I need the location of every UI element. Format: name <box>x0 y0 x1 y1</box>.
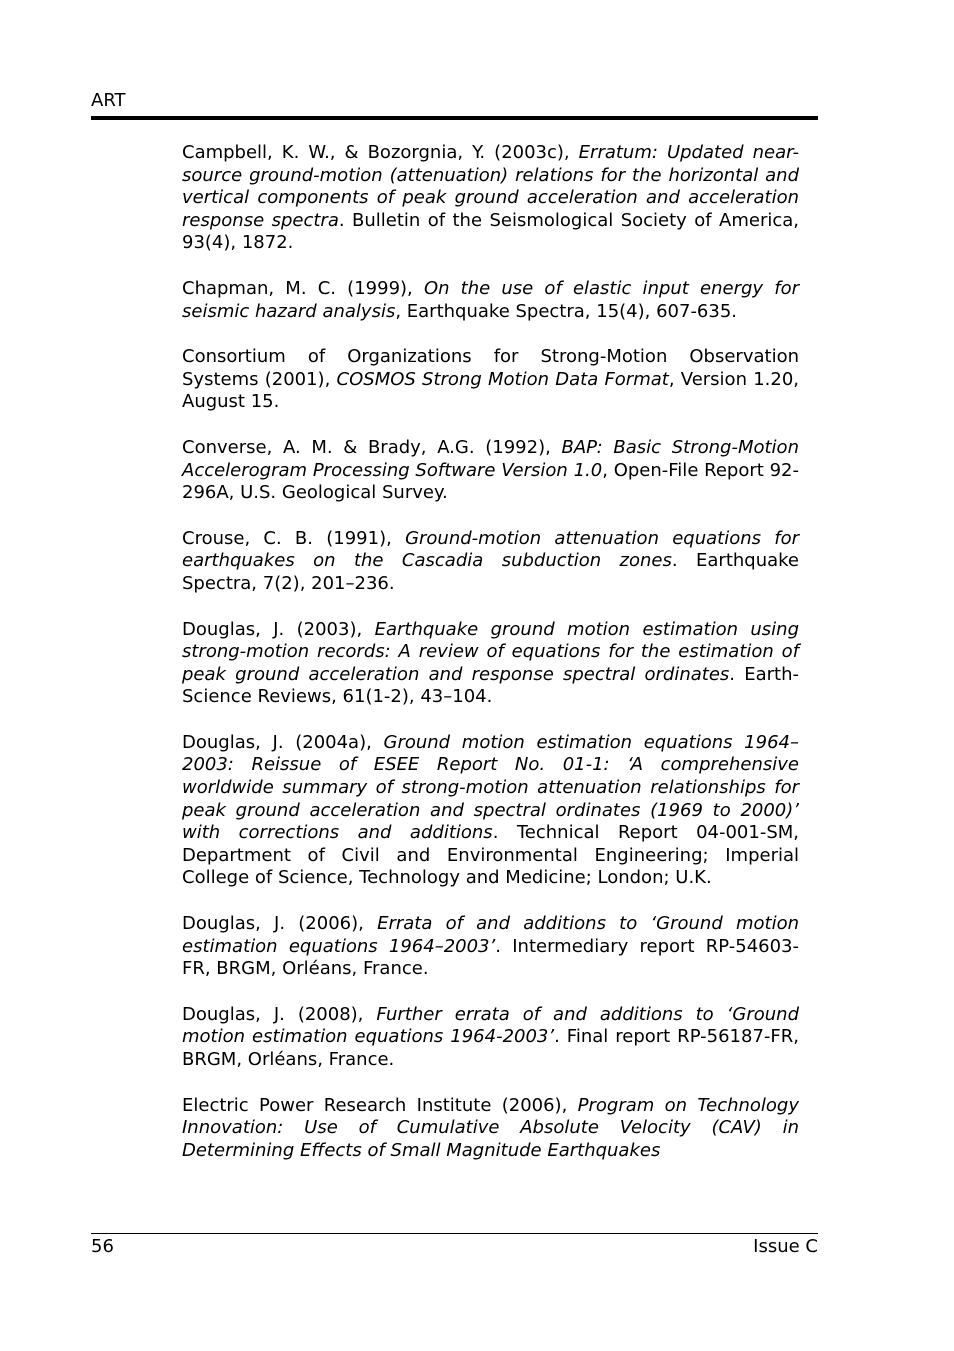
reference-list <box>182 142 799 1185</box>
reference-authors: Campbell, K. W., & Bozorgnia, Y. (2003c), <box>182 142 579 163</box>
reference-entry <box>182 1095 799 1163</box>
reference-entry <box>182 732 799 890</box>
reference-title: On the use of elastic input energy for seismic hazard analysis <box>182 277 799 322</box>
reference-source: , Open-File Report 92-296A, U.S. Geological Survey. <box>182 459 799 504</box>
reference-source: . Final report RP-56187-FR, BRGM, Orléans, France. <box>182 1026 799 1070</box>
reference-authors: Douglas, J. (2003), <box>182 618 375 640</box>
reference-authors: Consortium of Organizations for Strong-Motion Observation Systems (2001), <box>182 346 799 390</box>
reference-title: Ground motion estimation equations 1964–2003: Reissue of ESEE Report No. 01-1: ‘A comprehensive worldwide summary of strong-motion attenuation relationships for peak ground acceleration and spectral ordinates (1969 to 2000)’ with corrections and additions <box>182 731 799 844</box>
reference-title: Errata of and additions to ‘Ground motion estimation equations 1964–2003’ <box>182 913 800 957</box>
reference-authors: Douglas, J. (2006), <box>182 913 378 935</box>
reference-authors: Electric Power Research Institute (2006), <box>182 1094 578 1116</box>
reference-source: . Intermediary report RP-54603-FR, BRGM, Orléans, France. <box>182 935 799 980</box>
reference-authors: Converse, A. M. & Brady, A.G. (1992), <box>182 436 562 458</box>
reference-title: Program on Technology Innovation: Use of Cumulative Absolute Velocity (CAV) in Determining Effects of Small Magnitude Earthquakes <box>182 1094 800 1161</box>
reference-source: , Earthquake Spectra, 15(4), 607-635. <box>395 300 738 322</box>
reference-title: BAP: Basic Strong-Motion Accelerogram Processing Software Version 1.0 <box>182 436 799 481</box>
reference-title: Ground-motion attenuation equations for earthquakes on the Cascadia subduction zones <box>182 527 799 572</box>
footer-rule <box>91 1233 818 1234</box>
reference-authors: Chapman, M. C. (1999), <box>182 277 424 299</box>
reference-authors: Douglas, J. (2008), <box>182 1003 377 1025</box>
running-header: ART <box>91 90 126 111</box>
reference-source: . Technical Report 04-001-SM, Department of Civil and Environmental Engineering; Imperial College of Science, Technology and Medicine; London; U.K. <box>182 822 800 889</box>
reference-entry <box>182 913 799 981</box>
reference-source: . Bulletin of the Seismological Society of America, 93(4), 1872. <box>182 209 799 254</box>
reference-title: Earthquake ground motion estimation using strong-motion records: A review of equations for the estimation of peak ground acceleration and response spectral ordinates <box>182 618 799 685</box>
reference-authors: Douglas, J. (2004a), <box>182 731 384 753</box>
reference-title: COSMOS Strong Motion Data Format <box>336 368 669 390</box>
reference-entry <box>182 437 799 505</box>
reference-entry <box>182 619 799 709</box>
issue-label: Issue C <box>753 1236 818 1257</box>
reference-entry <box>182 346 799 414</box>
reference-entry <box>182 142 799 255</box>
reference-source: , Version 1.20, August 15. <box>182 368 800 413</box>
reference-entry <box>182 1004 799 1072</box>
reference-source: . Earth-Science Reviews, 61(1-2), 43–104. <box>182 663 799 708</box>
reference-authors: Crouse, C. B. (1991), <box>182 527 406 549</box>
reference-source: . Earthquake Spectra, 7(2), 201–236. <box>182 550 800 594</box>
reference-entry <box>182 278 799 323</box>
reference-title: Erratum: Updated near-source ground-motion (attenuation) relations for the horizontal and vertical components of peak ground acceleration and acceleration response spectra <box>182 142 800 231</box>
header-rule <box>91 116 818 120</box>
reference-title: Further errata of and additions to ‘Ground motion estimation equations 1964-2003’ <box>182 1003 799 1048</box>
page-number: 56 <box>91 1236 114 1257</box>
reference-entry <box>182 528 799 596</box>
